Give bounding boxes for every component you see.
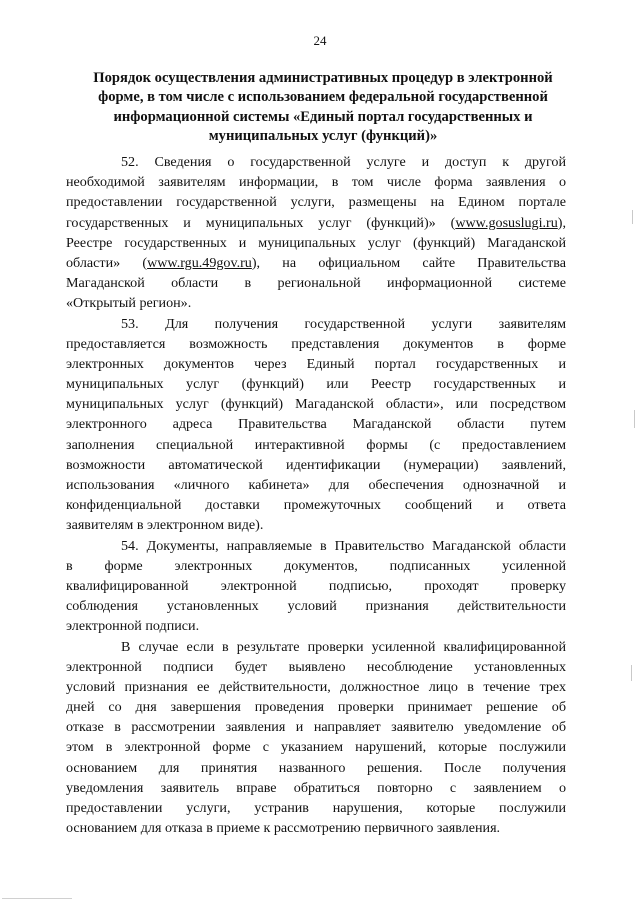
text-line: заявителям в электронном виде).	[66, 517, 264, 534]
text-line: Магаданской области в региональной информационной системе	[66, 275, 566, 292]
text-line: муниципальных услуг (функций) или Реестр государственных и	[66, 376, 566, 393]
text-segment: ), на официальном сайте Правительства	[251, 254, 566, 271]
document-body	[66, 152, 566, 838]
section-title	[78, 69, 568, 147]
text-line: соблюдения установленных условий признания действительности	[66, 598, 566, 615]
text-line: дней со дня завершения проведения проверки принимает решение об	[66, 699, 566, 716]
scan-artifact	[634, 410, 635, 428]
text-line: 52. Сведения о государственной услуге и доступ к другой	[121, 154, 566, 170]
text-line: электронного адреса Правительства Магаданской области путем	[66, 416, 566, 433]
text-line: использования «личного кабинета» для обеспечения однозначной и	[66, 477, 566, 493]
text-line: «Открытый регион».	[66, 295, 192, 312]
text-line: основанием для принятия названного решения. После получения	[66, 759, 566, 776]
scan-artifact	[2, 898, 72, 899]
paragraph-signature-check	[66, 637, 566, 839]
scan-artifact	[632, 210, 633, 224]
scan-artifact	[631, 665, 632, 681]
rgu-link[interactable]: www.rgu.49gov.ru	[147, 254, 252, 271]
text-line: возможности автоматической идентификации (нумерации) заявлений,	[66, 456, 566, 473]
text-segment: ),	[557, 214, 566, 231]
text-line: отказе в рассмотрении заявления и направляет заявителю уведомление об	[66, 719, 566, 736]
text-line: основанием для отказа в приеме к рассмотрению первичного заявления.	[66, 820, 501, 837]
text-line: этом в электронной форме с указанием нарушений, которые послужили	[66, 739, 566, 756]
text-line: Реестре государственных и муниципальных услуг (функций) Магаданской	[66, 234, 566, 251]
text-line: предоставляется возможность представления документов в форме	[66, 335, 566, 352]
paragraph-52	[66, 152, 566, 314]
text-segment: государственных и муниципальных услуг (функций)» (	[66, 214, 456, 231]
section-title-line: Порядок осуществления административных процедур в электронной	[93, 70, 553, 86]
gosuslugi-link[interactable]: www.gosuslugi.ru	[455, 214, 558, 231]
text-line: квалифицированной электронной подписью, проходят проверку	[66, 577, 566, 594]
section-title-line: муниципальных услуг (функций)»	[208, 128, 438, 145]
text-line: электронной подписи.	[66, 618, 200, 635]
text-line: условий признания ее действительности, должностное лицо в течение трех	[66, 678, 566, 695]
text-line: заполнения специальной интерактивной формы (с предоставлением	[66, 436, 566, 453]
text-line: уведомления заявитель вправе обратиться повторно с заявлением о	[66, 779, 566, 796]
text-line-with-link	[66, 253, 566, 273]
text-line: предоставлении государственной услуги, размещены на Едином портале	[66, 194, 566, 211]
text-line: электронной подписи будет выявлено несоблюдение установленных	[66, 658, 566, 675]
text-line: предоставлении услуги, устранив нарушения, которые послужили	[66, 800, 566, 816]
text-line: необходимой заявителям информации, в том числе форма заявления о	[66, 174, 566, 191]
section-title-line: информационной системы «Единый портал государственных и	[113, 108, 533, 125]
text-line-with-link	[66, 213, 566, 233]
text-line: муниципальных услуг (функций) Магаданской области», или посредством	[66, 396, 566, 413]
section-title-line: форме, в том числе с использованием федеральной государственной	[98, 89, 548, 106]
text-line: 53. Для получения государственной услуги заявителям	[121, 315, 566, 332]
text-segment: области» (	[66, 254, 148, 271]
text-line: 54. Документы, направляемые в Правительство Магаданской области	[121, 537, 566, 554]
paragraph-54	[66, 536, 566, 637]
paragraph-53	[66, 314, 566, 536]
text-line: конфиденциальной доставки промежуточных сообщений и ответа	[66, 497, 566, 514]
text-line: В случае если в результате проверки усиленной квалифицированной	[121, 638, 566, 655]
text-line: в форме электронных документов, подписанных усиленной	[66, 557, 566, 574]
text-line: электронных документов через Единый портал государственных и	[66, 355, 566, 372]
page-number: 24	[313, 33, 327, 48]
